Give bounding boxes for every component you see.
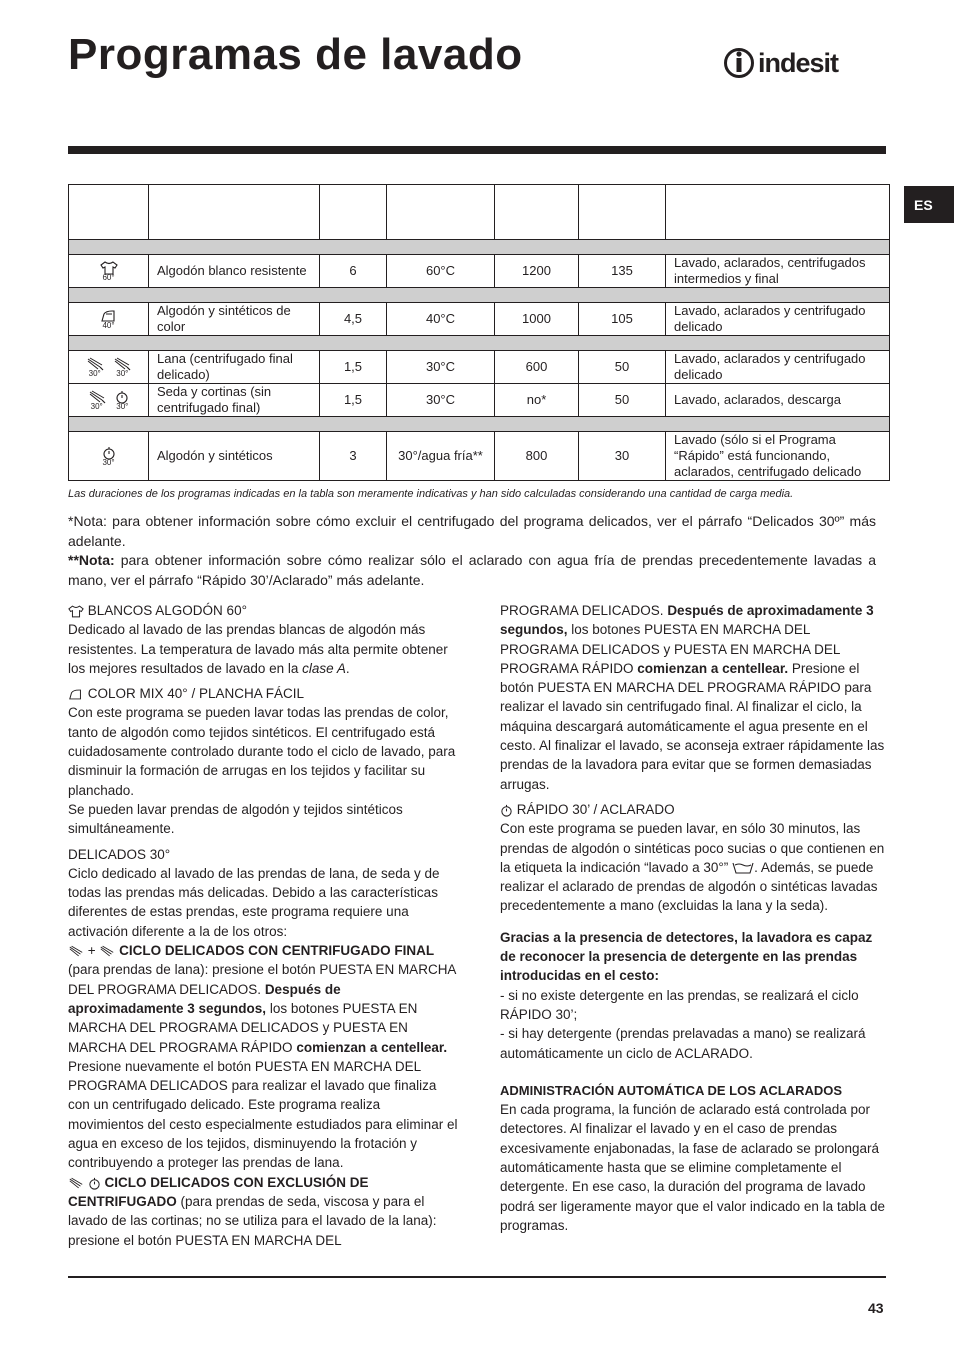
- left-column: BLANCOS ALGODÓN 60° Dedicado al lavado de las prendas blancas de algodón más resistentes. La temperatura de lavado más alta permite obtener los mejores resultados de lavado en la clase A. COLOR MIX 40° / PLANCHA FÁCIL Con este programa se pueden lavar todas las prendas de color, tanto de algodón como tejidos sintéticos. El centrifugado está cuidadosamente controlado durante todo el ciclo de lavado, para disminuir la formación de arrugas en los tejidos y facilitar su planchado. Se pueden lavar prendas de algodón y tejidos sintéticos simultáneamente. DELICADOS 30° Ciclo dedicado al lavado de las prendas de lana, de seda y de todas las prendas más delicadas. Debido a las características diferentes de estas prendas, este programa requiere una activación diferente a la de los otros: + CICLO DELICADOS CON CENTRIFUGADO FINAL (para prendas de lana): presione el botón PUESTA EN MARCHA DEL PROGRAMA DELICADOS. Después de aproximadamente 3 segundos, los botones PUESTA EN MARCHA DEL PROGRAMA DELICADOS y PUESTA EN MARCHA DEL PROGRAMA RÁPIDO comienzan a centellear. Presione nuevamente el botón PUESTA EN MARCHA DEL PROGRAMA DELICADOS para realizar el lavado que finaliza con un centrifugado delicado. Este programa realiza movimientos del cesto especialmente estudiados para eliminar el agua en exceso de los tejidos, disminuyendo la frotación y contribuyendo a proteger las prendas de lana. CICLO DELICADOS CON EXCLUSIÓN DE CENTRIFUGADO (para prendas de seda, viscosa y para el lavado de las cortinas; no se utiliza para el lavado de la lana): presione el botón PUESTA EN MARCHA DEL: [68, 603, 458, 1248]
- ciclo1-d: y PUESTA EN MARCHA DEL PROGRAMA RÁPIDO: [68, 1020, 408, 1055]
- header-cell: [387, 185, 495, 240]
- detect-item-2: - si hay detergente (prendas prelavadas a mano) se realizará automáticamente un ciclo de ACLARADO.: [500, 1026, 866, 1061]
- program-name: Algodón blanco resistente: [149, 255, 320, 288]
- rapido-body-2: Además, se puede realizar el aclarado de prendas de algodón o sintéticas lavadas precedentemente a mano (excluidas la lana y la seda).: [500, 859, 878, 914]
- header-cell: [579, 185, 666, 240]
- section-separator: [69, 417, 890, 432]
- header-cell: [666, 185, 890, 240]
- footnote-2-text: para obtener información sobre cómo realizar sólo el aclarado con agua fría de prendas precedentemente lavadas a mano, ver el párrafo “Rápido 30’/Aclarado” más adelante.: [68, 552, 876, 588]
- table-row: [69, 255, 890, 288]
- blancos-emphasis: clase A: [302, 660, 346, 676]
- quick-timer-icon: [500, 804, 513, 817]
- wool-feather-icon: [68, 945, 84, 958]
- program-description: Lavado, aclarados y centrifugado delicado: [666, 303, 890, 336]
- bottom-rule: [68, 1276, 886, 1278]
- wool-feather-icon: 30°: [86, 357, 104, 378]
- ciclo1-a: (para prendas de lana): presione el botón PUESTA EN MARCHA DEL PROGRAMA DELICADOS: [68, 962, 456, 997]
- program-description: Lavado, aclarados y centrifugado delicado: [666, 351, 890, 384]
- section-heading-delicados: DELICADOS 30°: [68, 846, 171, 862]
- program-icon-cell: [69, 255, 149, 288]
- delicados-body: Ciclo dedicado al lavado de las prendas de lana, de seda y de todas las prendas más delicadas. Debido a las características diferentes de estas prendas, este programa requiere una activación diferente a la de los otros:: [68, 865, 440, 939]
- section-separator: [69, 336, 890, 351]
- program-icon-cell: [69, 303, 149, 336]
- indesit-logo: [724, 42, 838, 84]
- shirt-icon: [68, 605, 84, 618]
- wool-feather-icon: 30°: [88, 390, 106, 411]
- iron-icon: [68, 688, 84, 701]
- header-cell: [149, 185, 320, 240]
- max-load: 1,5: [320, 384, 387, 417]
- max-load: 6: [320, 255, 387, 288]
- r1-e: comienzan a centellear.: [637, 660, 789, 676]
- spin-speed: 800: [495, 432, 579, 481]
- max-load: 1,5: [320, 351, 387, 384]
- table-row: [69, 303, 890, 336]
- temperature: 60°C: [387, 255, 495, 288]
- program-name: Lana (centrifugado final delicado): [149, 351, 320, 384]
- temperature: 30°/agua fría**: [387, 432, 495, 481]
- ciclo1-g: para realizar el lavado que finaliza con un centrifugado delicado. Este programa realiza movimientos del cesto especialmente estudiados para eliminar el agua en exceso de los tejidos, disminuyendo la frotación y contribuyendo a proteger las prendas de lana.: [68, 1078, 458, 1171]
- duration: 50: [579, 351, 666, 384]
- r1-a: PROGRAMA DELICADOS: [500, 603, 660, 618]
- table-row: [69, 384, 890, 417]
- wool-feather-icon: 30°: [113, 357, 131, 378]
- program-icon-cell: [69, 384, 149, 417]
- program-name: Algodón y sintéticos: [149, 432, 320, 481]
- footnote-1-label: *Nota:: [68, 513, 107, 529]
- quick-timer-icon: 30°: [115, 390, 129, 411]
- r1-g: el botón PUESTA EN MARCHA DEL PROGRAMA RÁPIDO: [500, 660, 860, 696]
- r1-d: y PUESTA EN MARCHA DEL PROGRAMA RÁPIDO: [500, 641, 840, 676]
- header-cell: [495, 185, 579, 240]
- r1-b: Después de aproximadamente 3 segundos,: [500, 603, 874, 638]
- wash-basin-icon: [732, 861, 754, 875]
- iron-icon: 40°: [100, 309, 118, 330]
- max-load: 4,5: [320, 303, 387, 336]
- duration: 30: [579, 432, 666, 481]
- logo-i-icon: [724, 45, 754, 81]
- temperature: 30°C: [387, 384, 495, 417]
- section-heading-blancos: BLANCOS ALGODÓN 60°: [87, 603, 247, 618]
- header-cell: [69, 185, 149, 240]
- program-name: Algodón y sintéticos de color: [149, 303, 320, 336]
- page-number: 43: [868, 1300, 884, 1316]
- quick-timer-icon: [88, 1177, 101, 1190]
- right-column: PROGRAMA DELICADOS. Después de aproximadamente 3 segundos, los botones PUESTA EN MARCHA DEL PROGRAMA DELICADOS y PUESTA EN MARCHA DEL PROGRAMA RÁPIDO comienzan a centellear. Presione el botón PUESTA EN MARCHA DEL PROGRAMA RÁPIDO para realizar el lavado sin centrifugado final. Al finalizar el ciclo, la máquina descargará automáticamente el agua presente en el cesto. Al finalizar el lavado, se aconseja extraer rápidamente las prendas de la lavadora para evitar que se formen demasiadas arrugas. RÁPIDO 30’ / ACLARADO Con este programa se pueden lavar, en sólo 30 minutos, las prendas de algodón o sintéticas poco sucias o que contienen en la etiqueta la indicación “lavado a 30°” . Además, se puede realizar el aclarado de prendas de algodón o sintéticas lavadas precedentemente a mano (excluidas la lana y la seda). Gracias a la presencia de detectores, la lavadora es capaz de reconocer la presencia de detergente en las prendas introducidas en el cesto: - si no existe detergente en las prendas, se realizará el ciclo RÁPIDO 30’; - si hay detergente (prendas prelavadas a mano) se realizará automáticamente un ciclo de ACLARADO. ADMINISTRACIÓN AUTOMÁTICA DE LOS ACLARADOS En cada programa, la función de aclarado está controlada por detectores. Al finalizar el lavado y en el caso de prendas excesivamente enjabonadas, la fase de aclarado se prolongará automáticamente hasta que se elimine completamente el detergente. En ese caso, la duración del programa de lavado podrá ser ligeramente mayor que el valor indicado en la tabla de programas.: [500, 601, 888, 1235]
- color-body-2: Se pueden lavar prendas de algodón y tejidos sintéticos simultáneamente.: [68, 801, 403, 837]
- shirt-icon: 60°: [100, 261, 118, 282]
- program-description: Lavado, aclarados, descarga: [666, 384, 890, 417]
- admin-body: En cada programa, la función de aclarado está controlada por detectores. Al finalizar el lavado y en el caso de prendas excesivamente enjabonadas, la fase de aclarado se prolongará automáticamente hasta que se elimine completamente el detergente. En ese caso, la duración del programa de lavado podrá ser ligeramente mayor que el valor indicado en la tabla de programas.: [500, 1102, 885, 1233]
- spin-speed: 600: [495, 351, 579, 384]
- r1-c: los botones PUESTA EN MARCHA DEL PROGRAMA DELICADOS: [500, 622, 810, 657]
- table-row: [69, 432, 890, 481]
- wool-feather-icon: [68, 1177, 84, 1190]
- max-load: 3: [320, 432, 387, 481]
- temperature: 40°C: [387, 303, 495, 336]
- ciclo1-heading: CICLO DELICADOS CON CENTRIFUGADO FINAL: [119, 943, 435, 959]
- header-cell: [320, 185, 387, 240]
- footnote-2-label: **Nota:: [68, 552, 115, 568]
- ciclo1-f: Presione nuevamente el botón PUESTA EN MARCHA DEL PROGRAMA DELICADOS: [68, 1058, 421, 1094]
- ciclo1-b: Después de aproximadamente 3 segundos,: [68, 981, 341, 1016]
- blancos-end: .: [345, 660, 350, 676]
- footnotes: [68, 512, 876, 590]
- program-name: Seda y cortinas (sin centrifugado final): [149, 384, 320, 417]
- program-description: Lavado (sólo si el Programa “Rápido” está funcionando, aclarados, centrifugado delicado: [666, 432, 890, 481]
- wool-feather-icon: [99, 945, 115, 958]
- section-separator: [69, 240, 890, 255]
- blancos-body: Dedicado al lavado de las prendas blancas de algodón más resistentes. La temperatura de lavado más alta permite obtener los mejores resultados de lavado en la: [68, 622, 448, 676]
- duration: 50: [579, 384, 666, 417]
- quick-timer-icon: 30°: [102, 446, 116, 467]
- table-header-row: [69, 185, 890, 240]
- page-title: Programas de lavado: [68, 30, 523, 79]
- table-row: [69, 351, 890, 384]
- r1-f: Presione: [788, 660, 846, 676]
- detect-item-1: - si no existe detergente en las prendas, se realizará el ciclo RÁPIDO 30’;: [500, 987, 859, 1022]
- admin-heading: ADMINISTRACIÓN AUTOMÁTICA DE LOS ACLARADOS: [500, 1082, 843, 1098]
- duration: 105: [579, 303, 666, 336]
- color-body-1: Con este programa se pueden lavar todas las prendas de color, tanto de algodón como tejidos sintéticos. El centrifugado está cuidadosamente controlado durante todo el ciclo de lavado, para disminuir la formación de arrugas en los tejidos y facilitar su planchado.: [68, 705, 456, 798]
- ciclo2-a: (para prendas de seda, viscosa y para el lavado de las cortinas; no se utiliza para el lavado de la lana): presione el botón PUESTA EN MARCHA DEL: [68, 1193, 437, 1248]
- section-heading-rapido: RÁPIDO 30’ / ACLARADO: [516, 801, 675, 817]
- rapido-body-1: Con este programa se pueden lavar, en sólo 30 minutos, las prendas de algodón o sintéticas poco sucias o que contienen en la etiqueta la indicación “lavado a 30°”: [500, 821, 885, 875]
- ciclo2-heading: CICLO DELICADOS CON EXCLUSIÓN DE CENTRIFUGADO: [68, 1174, 369, 1209]
- table-note: Las duraciones de los programas indicadas en la tabla son meramente indicativas y han sido calculadas considerando una cantidad de carga media.: [68, 488, 794, 500]
- program-icon-cell: [69, 432, 149, 481]
- spin-speed: 1200: [495, 255, 579, 288]
- footnote-1-text: para obtener información sobre cómo excluir el centrifugado del programa delicados, ver el párrafo “Delicados 30º” más adelante.: [68, 513, 876, 549]
- language-tab: ES: [904, 186, 954, 223]
- ciclo1-c: los botones PUESTA EN MARCHA DEL PROGRAMA DELICADOS: [68, 1000, 418, 1036]
- spin-speed: no*: [495, 384, 579, 417]
- logo-text: indesit: [758, 47, 839, 78]
- duration: 135: [579, 255, 666, 288]
- r1-h: para realizar el lavado sin centrifugado final. Al finalizar el ciclo, la máquina descargará automáticamente el agua presente en el cesto. Al finalizar el lavado, se aconseja extraer rápidamente las prendas de la lavadora para evitar que se formen demasiadas arrugas.: [500, 680, 885, 792]
- spin-speed: 1000: [495, 303, 579, 336]
- ciclo1-e: comienzan a centellear.: [296, 1039, 448, 1055]
- program-description: Lavado, aclarados, centrifugados intermedios y final: [666, 255, 890, 288]
- temperature: 30°C: [387, 351, 495, 384]
- detect-heading: Gracias a la presencia de detectores, la lavadora es capaz de reconocer la presencia de detergente en las prendas introducidas en el cesto:: [500, 929, 873, 984]
- top-rule: [68, 146, 886, 154]
- program-icon-cell: [69, 351, 149, 384]
- section-separator: [69, 288, 890, 303]
- section-heading-color: COLOR MIX 40° / PLANCHA FÁCIL: [87, 686, 304, 702]
- programs-table: [68, 184, 890, 481]
